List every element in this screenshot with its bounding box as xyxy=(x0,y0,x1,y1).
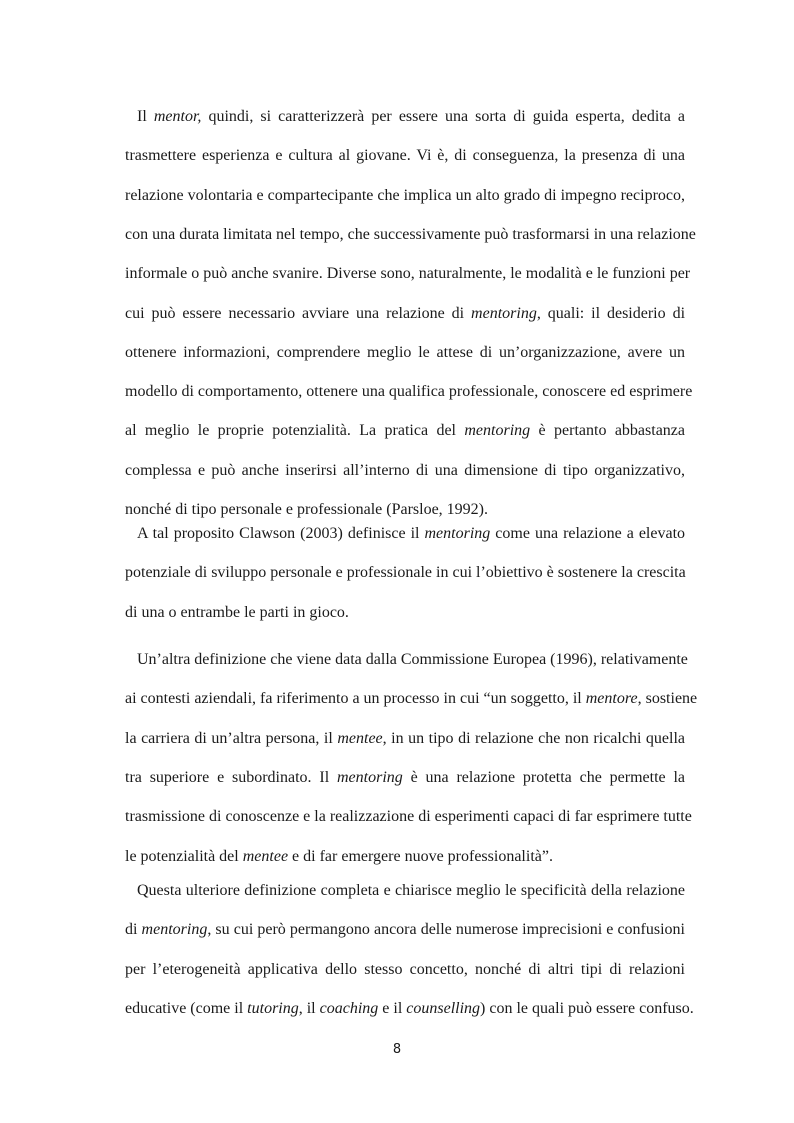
text-run: con una durata limitata nel tempo, che successivamente può trasformarsi in una relazione xyxy=(125,225,696,243)
text-run: e di far emergere nuove professionalità”. xyxy=(288,847,553,865)
text-line xyxy=(125,847,685,867)
text-line xyxy=(125,920,685,940)
text-run: Questa ulteriore definizione completa e chiarisce meglio le specificità della relazione xyxy=(137,882,685,899)
text-line xyxy=(125,421,685,441)
text-line xyxy=(125,304,685,324)
text-run: , quali: il desiderio di xyxy=(536,304,686,322)
italic-term: mentore xyxy=(585,690,638,708)
text-line xyxy=(125,999,694,1019)
text-run: , sostiene xyxy=(637,690,698,708)
text-run: potenziale di sviluppo personale e professionale in cui l’obiettivo è sostenere la crescita xyxy=(125,564,686,582)
text-run: cui può essere necessario avviare una relazione di xyxy=(125,304,472,322)
text-line xyxy=(125,500,685,520)
text-line xyxy=(125,264,691,284)
text-run: al meglio le proprie potenzialità. La pratica del xyxy=(125,422,465,440)
text-run: trasmettere esperienza e cultura al giovane. Vi è, di conseguenza, la presenza di una xyxy=(125,147,685,165)
italic-term: mentoring xyxy=(141,921,208,939)
text-run: è una relazione protetta che permette la xyxy=(402,768,685,786)
text-run: la carriera di un’altra persona, il xyxy=(125,729,338,747)
text-run: complessa e può anche inserirsi all’interno di una dimensione di tipo organizzativo, xyxy=(125,461,685,479)
text-run: trasmissione di conoscenze e la realizzazione di esperimenti capaci di far esprimere tutte xyxy=(125,808,692,826)
text-run: , in un tipo di relazione che non ricalchi quella xyxy=(382,729,685,747)
text-run: è pertanto abbastanza xyxy=(530,422,686,440)
text-run: quindi, si caratterizzerà per essere una sorta di guida esperta, dedita a xyxy=(201,108,686,125)
text-run: ottenere informazioni, comprendere meglio le attese di un’organizzazione, avere un xyxy=(125,343,685,361)
text-line xyxy=(125,563,685,583)
text-run: , il xyxy=(298,999,320,1017)
text-run: informale o può anche svanire. Diverse sono, naturalmente, le modalità e le funzioni per xyxy=(125,265,691,283)
text-run: modello di comportamento, ottenere una qualifica professionale, conoscere ed esprimere xyxy=(125,383,693,401)
text-line xyxy=(125,689,698,709)
text-run: , su cui però permangono ancora delle numerose imprecisioni e confusioni xyxy=(207,921,685,939)
text-run: per l’eterogeneità applicativa dello stesso concetto, nonché di altri tipi di relazioni xyxy=(125,960,685,978)
italic-term: tutoring xyxy=(247,999,299,1017)
italic-term: coaching xyxy=(319,999,379,1017)
text-line xyxy=(125,881,685,901)
text-run: di una o entrambe le parti in gioco. xyxy=(125,603,349,621)
text-line xyxy=(125,343,685,363)
text-run: nonché di tipo personale e professionale (Parsloe, 1992). xyxy=(125,501,489,518)
text-run: relazione volontaria e compartecipante che implica un alto grado di impegno reciproco, xyxy=(125,186,685,204)
page-number: 8 xyxy=(392,1042,402,1057)
text-run: di xyxy=(125,921,142,939)
text-line xyxy=(125,146,685,166)
text-run: A tal proposito Clawson (2003) definisce il xyxy=(137,525,425,542)
italic-term: mentee xyxy=(337,729,383,747)
italic-term: mentoring xyxy=(424,525,491,542)
text-run: educative (come il xyxy=(125,999,248,1017)
text-run: ai contesti aziendali, fa riferimento a un processo in cui “un soggetto, il xyxy=(125,690,586,708)
text-line xyxy=(125,461,685,481)
text-run: come una relazione a elevato xyxy=(490,525,686,542)
text-line xyxy=(125,107,685,127)
italic-term: mentoring xyxy=(464,422,531,440)
text-line xyxy=(125,650,688,670)
italic-term: mentoring xyxy=(336,768,403,786)
italic-term: mentee xyxy=(242,847,289,865)
italic-term: mentor, xyxy=(153,108,202,125)
text-line xyxy=(125,807,692,827)
text-line xyxy=(125,729,685,749)
text-line xyxy=(125,960,685,980)
italic-term: mentoring xyxy=(471,304,537,322)
text-run: e il xyxy=(378,999,407,1017)
text-line xyxy=(125,225,696,245)
text-line xyxy=(125,186,685,206)
text-run: Il xyxy=(137,108,154,125)
text-line xyxy=(125,524,685,544)
italic-term: counselling xyxy=(406,999,481,1017)
text-line xyxy=(125,382,693,402)
text-run: le potenzialità del xyxy=(125,847,243,865)
text-line xyxy=(125,603,685,623)
text-run: ) con le quali può essere confuso. xyxy=(480,999,694,1017)
text-run: Un’altra definizione che viene data dalla Commissione Europea (1996), relativamente xyxy=(137,651,688,668)
text-run: tra superiore e subordinato. Il xyxy=(125,768,337,786)
text-line xyxy=(125,768,685,788)
